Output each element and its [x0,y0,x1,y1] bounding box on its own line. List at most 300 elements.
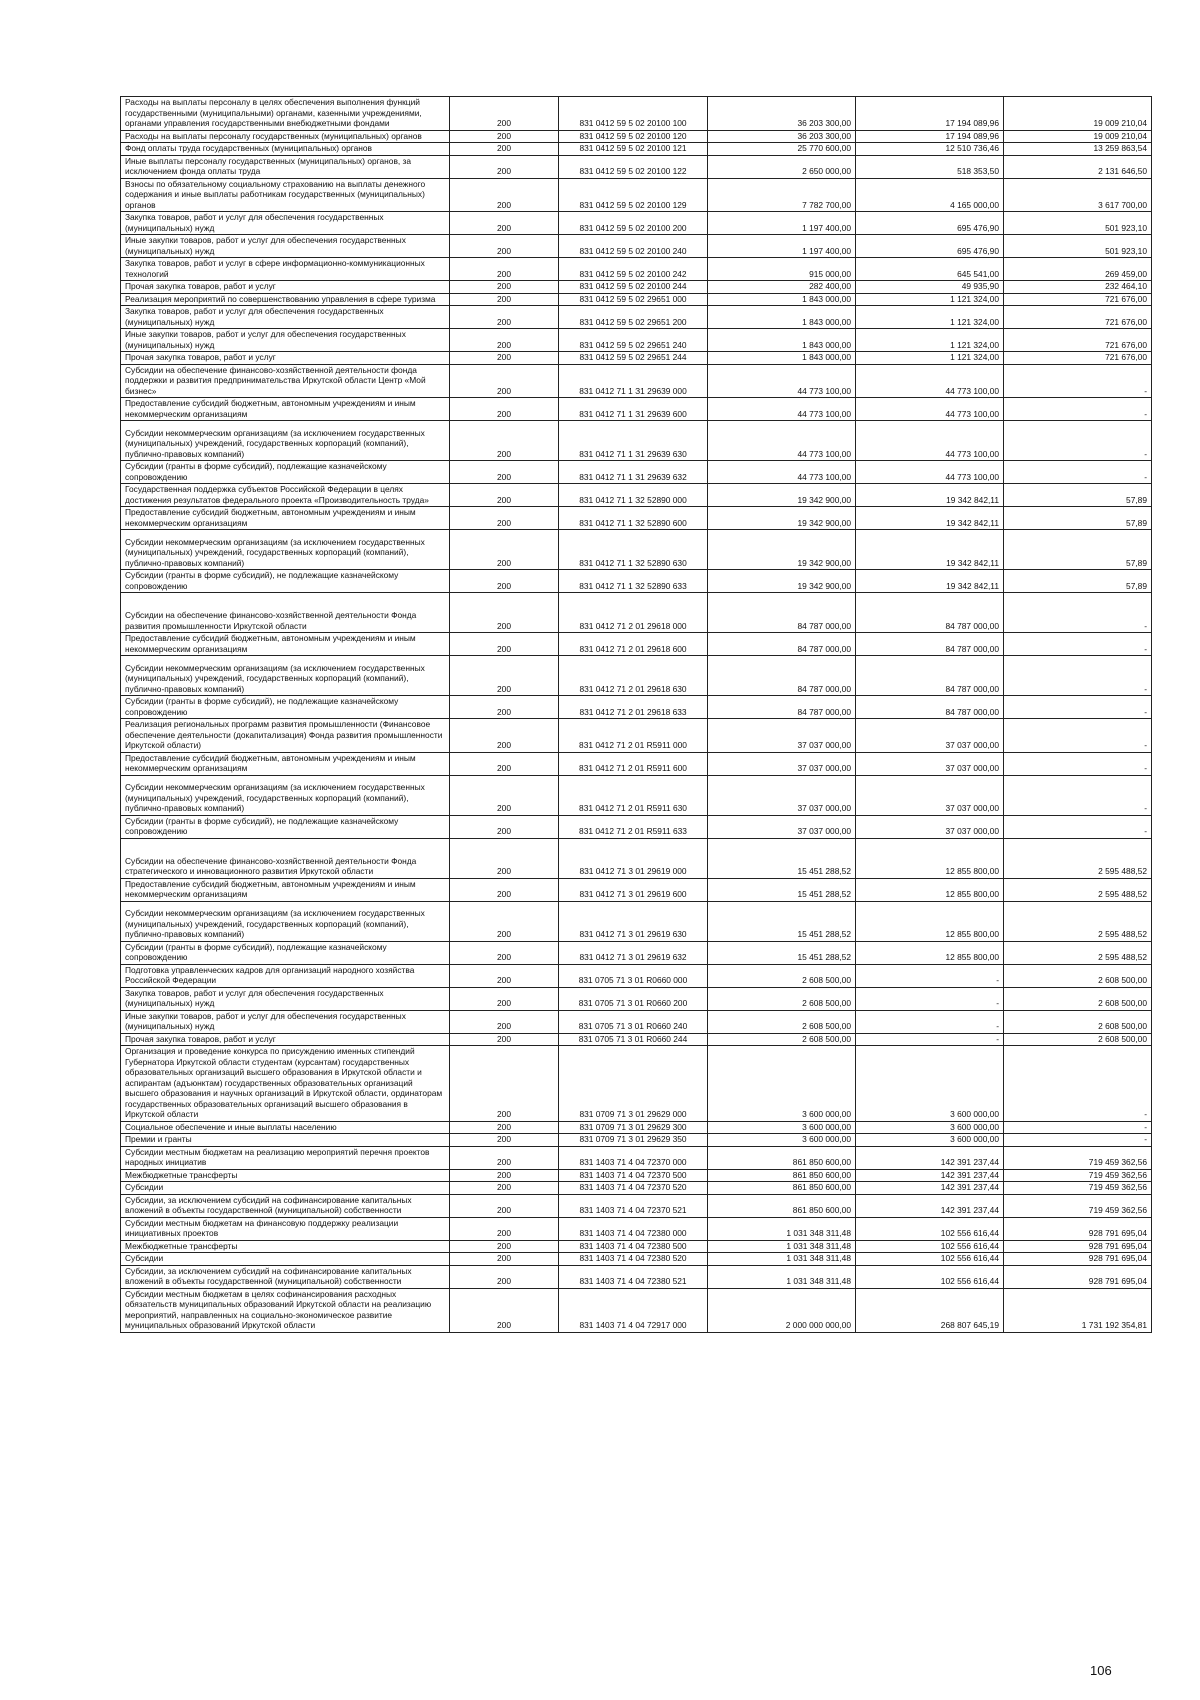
row-code-cell: 200 [450,752,559,775]
row-code-cell: 200 [450,281,559,294]
row-kbk-cell: 831 0412 71 1 З1 29639 000 [559,364,708,398]
row-kbk-cell: 831 0412 71 3 01 29619 630 [559,901,708,941]
row-unexecuted-cell: 928 791 695,04 [1004,1265,1152,1288]
row-approved-cell: 2 608 500,00 [708,1010,856,1033]
row-name-cell: Закупка товаров, работ и услуг для обеспечения государственных (муниципальных) нужд [121,987,450,1010]
row-unexecuted-cell: - [1004,421,1152,461]
row-unexecuted-cell: 928 791 695,04 [1004,1240,1152,1253]
row-name-cell: Субсидии на обеспечение финансово-хозяйственной деятельности Фонда развития промышленности Иркутской области [121,593,450,633]
row-code-cell: 200 [450,364,559,398]
row-name-cell: Предоставление субсидий бюджетным, автономным учреждениям и иным некоммерческим организациям [121,752,450,775]
row-kbk-cell: 831 0709 71 3 01 29629 350 [559,1134,708,1147]
row-kbk-cell: 831 0412 71 2 01 R5911 000 [559,719,708,753]
table-row [121,130,1152,143]
row-executed-cell: 19 342 842,11 [856,530,1004,570]
row-unexecuted-cell: - [1004,364,1152,398]
row-code-cell: 200 [450,987,559,1010]
table-row [121,364,1152,398]
row-kbk-cell: 831 0412 71 2 01 R5911 600 [559,752,708,775]
row-code-cell: 200 [450,941,559,964]
row-executed-cell: 49 935,90 [856,281,1004,294]
row-kbk-cell: 831 0709 71 3 01 29629 300 [559,1121,708,1134]
row-code-cell: 200 [450,1169,559,1182]
table-row [121,235,1152,258]
table-row [121,484,1152,507]
row-code-cell: 200 [450,1217,559,1240]
table-row [121,1121,1152,1134]
row-approved-cell: 37 037 000,00 [708,815,856,838]
row-name-cell: Иные закупки товаров, работ и услуг для обеспечения государственных (муниципальных) нужд [121,235,450,258]
row-executed-cell: 19 342 842,11 [856,507,1004,530]
row-name-cell: Иные закупки товаров, работ и услуг для обеспечения государственных (муниципальных) нужд [121,1010,450,1033]
row-unexecuted-cell: 2 595 488,52 [1004,901,1152,941]
row-executed-cell: 142 391 237,44 [856,1182,1004,1195]
row-kbk-cell: 831 1403 71 4 04 72380 520 [559,1253,708,1266]
table-row [121,461,1152,484]
row-unexecuted-cell: 57,89 [1004,530,1152,570]
row-executed-cell: 19 342 842,11 [856,484,1004,507]
row-code-cell: 200 [450,484,559,507]
row-kbk-cell: 831 0412 71 2 01 29618 633 [559,696,708,719]
row-executed-cell: 37 037 000,00 [856,752,1004,775]
row-approved-cell: 44 773 100,00 [708,421,856,461]
row-name-cell: Закупка товаров, работ и услуг для обеспечения государственных (муниципальных) нужд [121,306,450,329]
row-executed-cell: 12 855 800,00 [856,878,1004,901]
row-executed-cell: 102 556 616,44 [856,1217,1004,1240]
table-row [121,1046,1152,1122]
row-unexecuted-cell: - [1004,719,1152,753]
row-executed-cell: - [856,987,1004,1010]
row-approved-cell: 1 197 400,00 [708,212,856,235]
row-kbk-cell: 831 0705 71 3 01 R0660 200 [559,987,708,1010]
row-name-cell: Фонд оплаты труда государственных (муниципальных) органов [121,143,450,156]
row-kbk-cell: 831 1403 71 4 04 72380 500 [559,1240,708,1253]
table-row [121,97,1152,131]
row-unexecuted-cell: - [1004,1121,1152,1134]
row-approved-cell: 36 203 300,00 [708,97,856,131]
row-executed-cell: 1 121 324,00 [856,352,1004,365]
row-name-cell: Межбюджетные трансферты [121,1240,450,1253]
row-unexecuted-cell: 928 791 695,04 [1004,1253,1152,1266]
row-executed-cell: 3 600 000,00 [856,1134,1004,1147]
row-executed-cell: 695 476,90 [856,235,1004,258]
row-code-cell: 200 [450,964,559,987]
row-name-cell: Предоставление субсидий бюджетным, автономным учреждениям и иным некоммерческим организациям [121,878,450,901]
row-kbk-cell: 831 0412 71 1 З2 52890 600 [559,507,708,530]
row-unexecuted-cell: 2 608 500,00 [1004,1010,1152,1033]
row-unexecuted-cell: - [1004,398,1152,421]
row-code-cell: 200 [450,235,559,258]
table-row [121,281,1152,294]
row-approved-cell: 44 773 100,00 [708,461,856,484]
row-approved-cell: 915 000,00 [708,258,856,281]
row-code-cell: 200 [450,293,559,306]
table-row [121,656,1152,696]
row-code-cell: 200 [450,352,559,365]
row-name-cell: Субсидии на обеспечение финансово-хозяйственной деятельности фонда поддержки и развития предпринимательства Иркутской области Центр «Мой бизнес» [121,364,450,398]
table-row [121,1253,1152,1266]
row-name-cell: Организация и проведение конкурса по присуждению именных стипендий Губернатора Иркутской области студентам (курсантам) государственных образовательных организаций высшего образования в Иркутской области и аспирантам (адъюнктам) государственных образовательных организаций высшего образования и научных организаций в Иркутской области, ординаторам государственных образовательных организаций высшего образования в Иркутской области [121,1046,450,1122]
row-kbk-cell: 831 0412 71 1 З2 52890 633 [559,570,708,593]
row-unexecuted-cell: - [1004,815,1152,838]
row-unexecuted-cell: - [1004,1134,1152,1147]
row-code-cell: 200 [450,1134,559,1147]
table-row [121,1194,1152,1217]
row-approved-cell: 861 850 600,00 [708,1169,856,1182]
row-code-cell: 200 [450,775,559,815]
row-kbk-cell: 831 0412 59 5 02 20100 200 [559,212,708,235]
row-executed-cell: 37 037 000,00 [856,719,1004,753]
row-name-cell: Субсидии на обеспечение финансово-хозяйственной деятельности Фонда стратегического и инновационного развития Иркутской области [121,838,450,878]
row-unexecuted-cell: 721 676,00 [1004,329,1152,352]
row-executed-cell: 12 855 800,00 [856,838,1004,878]
row-executed-cell: 12 510 736,46 [856,143,1004,156]
row-approved-cell: 36 203 300,00 [708,130,856,143]
row-approved-cell: 15 451 288,52 [708,838,856,878]
table-row [121,570,1152,593]
row-kbk-cell: 831 1403 71 4 04 72370 520 [559,1182,708,1195]
row-code-cell: 200 [450,398,559,421]
row-unexecuted-cell: 501 923,10 [1004,235,1152,258]
row-executed-cell: 44 773 100,00 [856,398,1004,421]
row-kbk-cell: 831 0412 71 1 З1 29639 632 [559,461,708,484]
page-number: 106 [1090,1663,1112,1678]
row-unexecuted-cell: 57,89 [1004,570,1152,593]
row-code-cell: 200 [450,878,559,901]
row-kbk-cell: 831 0412 71 1 З2 52890 630 [559,530,708,570]
table-row [121,1288,1152,1332]
row-kbk-cell: 831 0412 59 5 02 20100 242 [559,258,708,281]
row-unexecuted-cell: 2 131 646,50 [1004,155,1152,178]
row-unexecuted-cell: 57,89 [1004,507,1152,530]
row-kbk-cell: 831 0412 59 5 02 29651 200 [559,306,708,329]
row-unexecuted-cell: - [1004,696,1152,719]
row-name-cell: Субсидии [121,1182,450,1195]
row-executed-cell: 142 391 237,44 [856,1194,1004,1217]
row-kbk-cell: 831 0412 59 5 02 29651 000 [559,293,708,306]
row-approved-cell: 19 342 900,00 [708,570,856,593]
row-code-cell: 200 [450,570,559,593]
row-code-cell: 200 [450,593,559,633]
table-row [121,1169,1152,1182]
row-executed-cell: 84 787 000,00 [856,593,1004,633]
row-executed-cell: 1 121 324,00 [856,293,1004,306]
row-kbk-cell: 831 0709 71 3 01 29629 000 [559,1046,708,1122]
row-name-cell: Субсидии (гранты в форме субсидий), не подлежащие казначейскому сопровождению [121,570,450,593]
row-name-cell: Предоставление субсидий бюджетным, автономным учреждениям и иным некоммерческим организациям [121,507,450,530]
row-name-cell: Субсидии местным бюджетам в целях софинансирования расходных обязательств муниципальных образований Иркутской области на реализацию мероприятий, направленных на социально-экономическое развитие муниципальных образований Иркутской области [121,1288,450,1332]
table-row [121,752,1152,775]
table-row [121,1033,1152,1046]
row-approved-cell: 19 342 900,00 [708,507,856,530]
row-executed-cell: 17 194 089,96 [856,97,1004,131]
table-row [121,258,1152,281]
row-kbk-cell: 831 0412 71 2 01 R5911 633 [559,815,708,838]
row-approved-cell: 861 850 600,00 [708,1194,856,1217]
row-name-cell: Субсидии (гранты в форме субсидий), подлежащие казначейскому сопровождению [121,461,450,484]
row-unexecuted-cell: 719 459 362,56 [1004,1194,1152,1217]
table-row [121,1146,1152,1169]
row-executed-cell: - [856,1010,1004,1033]
row-unexecuted-cell: 2 608 500,00 [1004,987,1152,1010]
row-executed-cell: 84 787 000,00 [856,656,1004,696]
table-row [121,964,1152,987]
table-row [121,1217,1152,1240]
table-row [121,1265,1152,1288]
row-unexecuted-cell: 269 459,00 [1004,258,1152,281]
row-kbk-cell: 831 0412 59 5 02 20100 240 [559,235,708,258]
row-unexecuted-cell: 719 459 362,56 [1004,1146,1152,1169]
row-executed-cell: 19 342 842,11 [856,570,1004,593]
row-unexecuted-cell: - [1004,752,1152,775]
table-row [121,1134,1152,1147]
row-code-cell: 200 [450,1033,559,1046]
row-executed-cell: 102 556 616,44 [856,1253,1004,1266]
row-code-cell: 200 [450,421,559,461]
row-kbk-cell: 831 1403 71 4 04 72380 000 [559,1217,708,1240]
row-kbk-cell: 831 0412 59 5 02 29651 240 [559,329,708,352]
row-name-cell: Субсидии (гранты в форме субсидий), не подлежащие казначейскому сопровождению [121,696,450,719]
row-kbk-cell: 831 0412 59 5 02 20100 100 [559,97,708,131]
row-executed-cell: 37 037 000,00 [856,775,1004,815]
budget-execution-table [120,96,1152,1333]
table-body [121,97,1152,1333]
row-approved-cell: 2 000 000 000,00 [708,1288,856,1332]
row-approved-cell: 84 787 000,00 [708,696,856,719]
budget-report-page [120,96,1147,1333]
row-unexecuted-cell: 721 676,00 [1004,293,1152,306]
row-unexecuted-cell: 721 676,00 [1004,306,1152,329]
table-row [121,306,1152,329]
row-name-cell: Субсидии (гранты в форме субсидий), подлежащие казначейскому сопровождению [121,941,450,964]
row-name-cell: Субсидии некоммерческим организациям (за исключением государственных (муниципальных) учреждений, государственных корпораций (компаний), публично-правовых компаний) [121,775,450,815]
row-kbk-cell: 831 1403 71 4 04 72370 000 [559,1146,708,1169]
row-unexecuted-cell: 19 009 210,04 [1004,97,1152,131]
row-executed-cell: 645 541,00 [856,258,1004,281]
row-code-cell: 200 [450,1240,559,1253]
row-executed-cell: 17 194 089,96 [856,130,1004,143]
row-code-cell: 200 [450,130,559,143]
row-executed-cell: - [856,1033,1004,1046]
row-approved-cell: 1 843 000,00 [708,293,856,306]
row-approved-cell: 3 600 000,00 [708,1121,856,1134]
row-name-cell: Субсидии некоммерческим организациям (за исключением государственных (муниципальных) учреждений, государственных корпораций (компаний), публично-правовых компаний) [121,421,450,461]
row-approved-cell: 15 451 288,52 [708,901,856,941]
row-executed-cell: 44 773 100,00 [856,461,1004,484]
row-kbk-cell: 831 1403 71 4 04 72370 500 [559,1169,708,1182]
table-row [121,1182,1152,1195]
row-code-cell: 200 [450,1121,559,1134]
row-approved-cell: 19 342 900,00 [708,484,856,507]
row-unexecuted-cell: 719 459 362,56 [1004,1169,1152,1182]
row-approved-cell: 1 031 348 311,48 [708,1265,856,1288]
row-unexecuted-cell: - [1004,461,1152,484]
row-unexecuted-cell: 2 608 500,00 [1004,1033,1152,1046]
row-name-cell: Расходы на выплаты персоналу государственных (муниципальных) органов [121,130,450,143]
row-code-cell: 200 [450,901,559,941]
table-row [121,719,1152,753]
row-name-cell: Субсидии некоммерческим организациям (за исключением государственных (муниципальных) учреждений, государственных корпораций (компаний), публично-правовых компаний) [121,530,450,570]
row-code-cell: 200 [450,1046,559,1122]
row-approved-cell: 1 843 000,00 [708,352,856,365]
row-unexecuted-cell: 1 731 192 354,81 [1004,1288,1152,1332]
row-approved-cell: 861 850 600,00 [708,1182,856,1195]
table-row [121,593,1152,633]
row-code-cell: 200 [450,461,559,484]
row-code-cell: 200 [450,329,559,352]
row-approved-cell: 2 608 500,00 [708,964,856,987]
row-kbk-cell: 831 1403 71 4 04 72917 000 [559,1288,708,1332]
row-executed-cell: 12 855 800,00 [856,901,1004,941]
row-approved-cell: 3 600 000,00 [708,1046,856,1122]
row-unexecuted-cell: - [1004,1046,1152,1122]
row-code-cell: 200 [450,696,559,719]
row-approved-cell: 1 031 348 311,48 [708,1240,856,1253]
row-unexecuted-cell: 232 464,10 [1004,281,1152,294]
table-row [121,878,1152,901]
row-kbk-cell: 831 1403 71 4 04 72380 521 [559,1265,708,1288]
row-name-cell: Иные закупки товаров, работ и услуг для обеспечения государственных (муниципальных) нужд [121,329,450,352]
row-code-cell: 200 [450,306,559,329]
row-unexecuted-cell: 721 676,00 [1004,352,1152,365]
row-approved-cell: 1 843 000,00 [708,329,856,352]
row-unexecuted-cell: 2 608 500,00 [1004,964,1152,987]
row-kbk-cell: 831 0705 71 3 01 R0660 000 [559,964,708,987]
row-kbk-cell: 831 0412 71 3 01 29619 000 [559,838,708,878]
table-row [121,143,1152,156]
row-approved-cell: 44 773 100,00 [708,398,856,421]
table-row [121,838,1152,878]
row-approved-cell: 1 197 400,00 [708,235,856,258]
table-row [121,1010,1152,1033]
row-code-cell: 200 [450,1182,559,1195]
row-name-cell: Государственная поддержка субъектов Российской Федерации в целях достижения результатов федерального проекта «Производительность труда» [121,484,450,507]
table-row [121,155,1152,178]
row-name-cell: Предоставление субсидий бюджетным, автономным учреждениям и иным некоммерческим организациям [121,633,450,656]
row-unexecuted-cell: 2 595 488,52 [1004,878,1152,901]
row-executed-cell: 12 855 800,00 [856,941,1004,964]
row-name-cell: Реализация региональных программ развития промышленности (Финансовое обеспечение деятельности (докапитализация) Фонда развития промышленности Иркутской области) [121,719,450,753]
table-row [121,398,1152,421]
row-approved-cell: 37 037 000,00 [708,775,856,815]
row-code-cell: 200 [450,656,559,696]
row-name-cell: Реализация мероприятий по совершенствованию управления в сфере туризма [121,293,450,306]
row-unexecuted-cell: 719 459 362,56 [1004,1182,1152,1195]
table-row [121,293,1152,306]
row-approved-cell: 1 031 348 311,48 [708,1253,856,1266]
row-name-cell: Закупка товаров, работ и услуг в сфере информационно-коммуникационных технологий [121,258,450,281]
row-name-cell: Предоставление субсидий бюджетным, автономным учреждениям и иным некоммерческим организациям [121,398,450,421]
table-row [121,815,1152,838]
row-code-cell: 200 [450,1010,559,1033]
row-approved-cell: 25 770 600,00 [708,143,856,156]
row-kbk-cell: 831 0412 71 2 01 29618 000 [559,593,708,633]
row-name-cell: Иные выплаты персоналу государственных (муниципальных) органов, за исключением фонда оплаты труда [121,155,450,178]
row-name-cell: Прочая закупка товаров, работ и услуг [121,352,450,365]
row-code-cell: 200 [450,258,559,281]
row-code-cell: 200 [450,97,559,131]
row-executed-cell: 142 391 237,44 [856,1169,1004,1182]
row-kbk-cell: 831 0412 59 5 02 20100 244 [559,281,708,294]
row-approved-cell: 15 451 288,52 [708,878,856,901]
row-code-cell: 200 [450,1146,559,1169]
row-name-cell: Подготовка управленческих кадров для организаций народного хозяйства Российской Федерации [121,964,450,987]
row-kbk-cell: 831 0412 71 3 01 29619 600 [559,878,708,901]
row-executed-cell: 1 121 324,00 [856,306,1004,329]
row-executed-cell: 142 391 237,44 [856,1146,1004,1169]
row-kbk-cell: 831 0412 59 5 02 20100 129 [559,178,708,212]
row-name-cell: Субсидии некоммерческим организациям (за исключением государственных (муниципальных) учреждений, государственных корпораций (компаний), публично-правовых компаний) [121,901,450,941]
row-name-cell: Прочая закупка товаров, работ и услуг [121,1033,450,1046]
row-executed-cell: 518 353,50 [856,155,1004,178]
row-executed-cell: - [856,964,1004,987]
row-code-cell: 200 [450,633,559,656]
row-kbk-cell: 831 0412 71 1 З1 29639 630 [559,421,708,461]
row-code-cell: 200 [450,1288,559,1332]
row-kbk-cell: 831 0412 71 1 З1 29639 600 [559,398,708,421]
table-row [121,696,1152,719]
row-approved-cell: 861 850 600,00 [708,1146,856,1169]
row-unexecuted-cell: 3 617 700,00 [1004,178,1152,212]
row-code-cell: 200 [450,178,559,212]
row-executed-cell: 84 787 000,00 [856,696,1004,719]
row-approved-cell: 1 031 348 311,48 [708,1217,856,1240]
row-approved-cell: 282 400,00 [708,281,856,294]
row-code-cell: 200 [450,1253,559,1266]
row-approved-cell: 84 787 000,00 [708,656,856,696]
row-code-cell: 200 [450,507,559,530]
row-kbk-cell: 831 0412 71 3 01 29619 632 [559,941,708,964]
row-approved-cell: 7 782 700,00 [708,178,856,212]
row-executed-cell: 695 476,90 [856,212,1004,235]
row-name-cell: Субсидии местным бюджетам на реализацию мероприятий перечня проектов народных инициатив [121,1146,450,1169]
row-approved-cell: 2 650 000,00 [708,155,856,178]
row-kbk-cell: 831 0412 59 5 02 20100 122 [559,155,708,178]
row-unexecuted-cell: 2 595 488,52 [1004,838,1152,878]
row-unexecuted-cell: - [1004,633,1152,656]
row-kbk-cell: 831 0412 71 2 01 R5911 630 [559,775,708,815]
row-name-cell: Межбюджетные трансферты [121,1169,450,1182]
row-approved-cell: 44 773 100,00 [708,364,856,398]
row-unexecuted-cell: - [1004,593,1152,633]
row-name-cell: Взносы по обязательному социальному страхованию на выплаты денежного содержания и иные выплаты работникам государственных (муниципальных) органов [121,178,450,212]
row-code-cell: 200 [450,838,559,878]
row-name-cell: Субсидии, за исключением субсидий на софинансирование капитальных вложений в объекты государственной (муниципальной) собственности [121,1265,450,1288]
table-row [121,212,1152,235]
row-approved-cell: 37 037 000,00 [708,752,856,775]
row-kbk-cell: 831 0412 59 5 02 29651 244 [559,352,708,365]
table-row [121,352,1152,365]
table-row [121,633,1152,656]
row-kbk-cell: 831 0705 71 3 01 R0660 244 [559,1033,708,1046]
row-unexecuted-cell: - [1004,656,1152,696]
row-name-cell: Субсидии некоммерческим организациям (за исключением государственных (муниципальных) учреждений, государственных корпораций (компаний), публично-правовых компаний) [121,656,450,696]
table-row [121,941,1152,964]
row-executed-cell: 44 773 100,00 [856,421,1004,461]
table-row [121,507,1152,530]
row-name-cell: Премии и гранты [121,1134,450,1147]
row-kbk-cell: 831 0412 71 2 01 29618 600 [559,633,708,656]
row-approved-cell: 1 843 000,00 [708,306,856,329]
table-row [121,987,1152,1010]
row-kbk-cell: 831 0412 71 2 01 29618 630 [559,656,708,696]
row-approved-cell: 15 451 288,52 [708,941,856,964]
row-approved-cell: 19 342 900,00 [708,530,856,570]
row-unexecuted-cell: 19 009 210,04 [1004,130,1152,143]
table-row [121,901,1152,941]
row-executed-cell: 1 121 324,00 [856,329,1004,352]
row-name-cell: Субсидии, за исключением субсидий на софинансирование капитальных вложений в объекты государственной (муниципальной) собственности [121,1194,450,1217]
